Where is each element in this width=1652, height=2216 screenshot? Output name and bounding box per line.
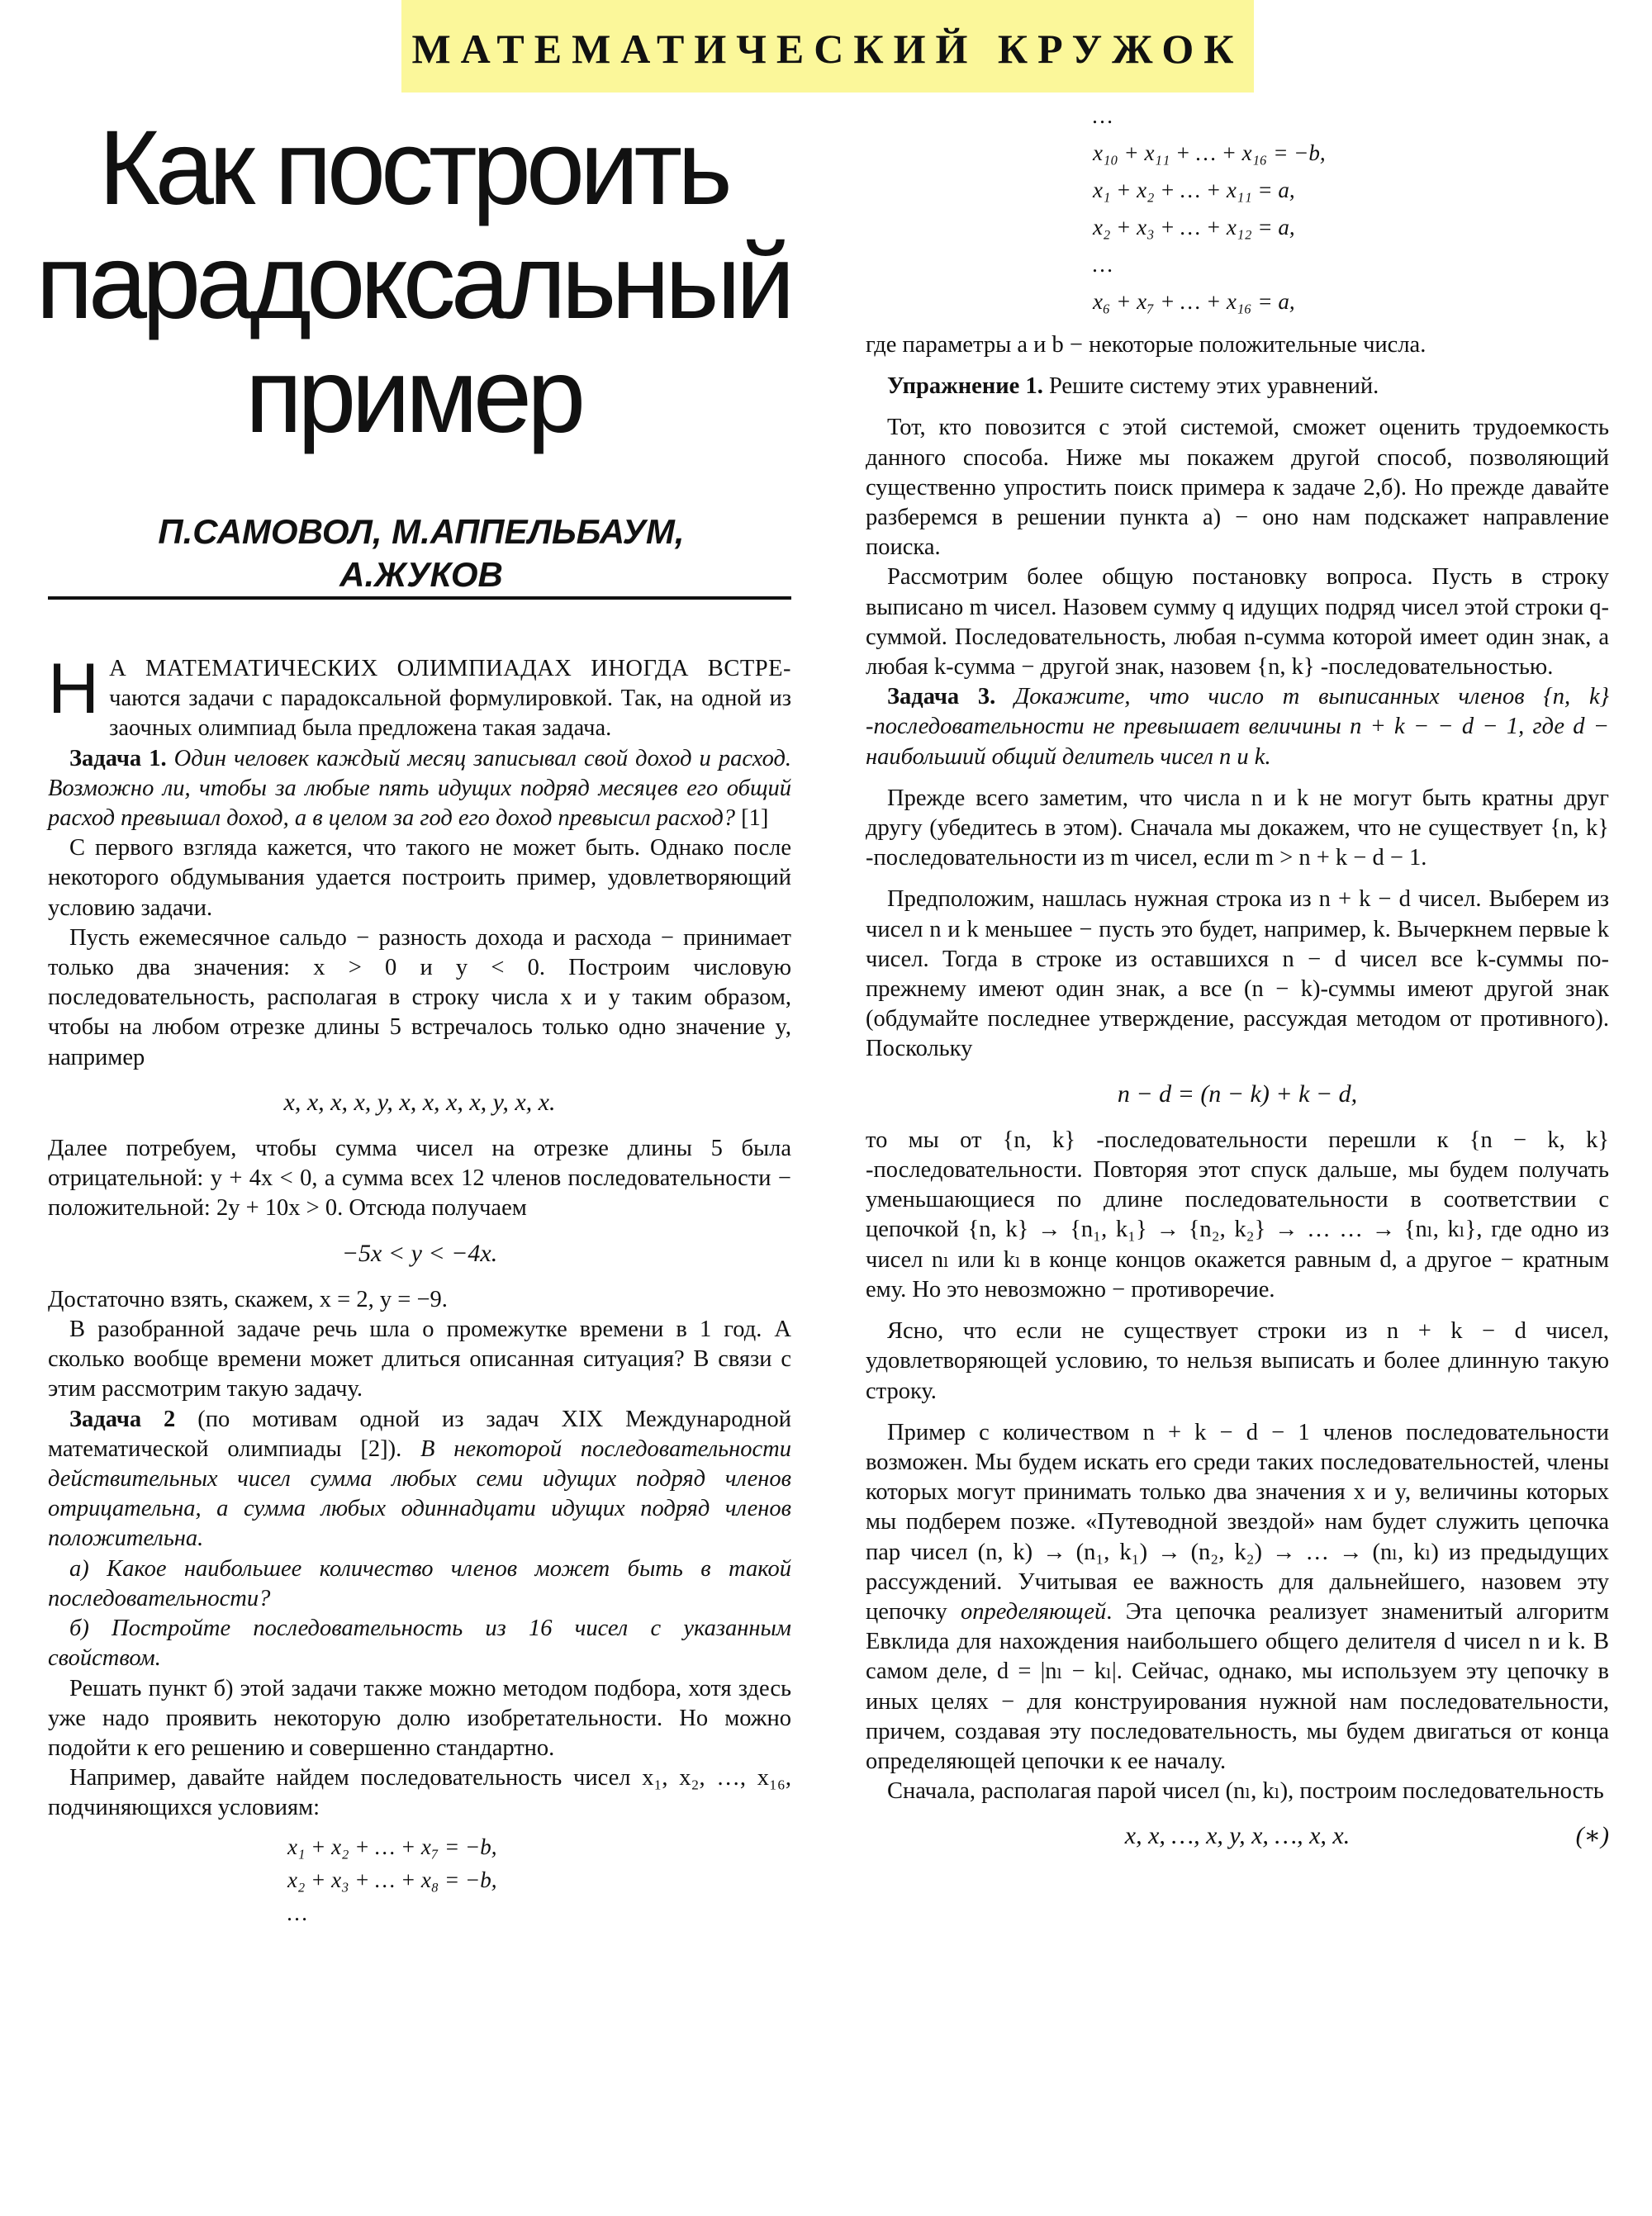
paragraph: Решать пункт б) этой задачи также можно методом подбора, хотя здесь уже надо проявить некоторую долю изобретательности. Но можно подойти к его решению и совершенно стандартно.: [48, 1675, 791, 1761]
exercise1-text: Решите систему этих уравнений.: [1048, 373, 1379, 400]
task2: [48, 1405, 791, 1554]
equation-system-end: [1093, 97, 1609, 320]
task2-text: В некоторой последовательности действительных чисел сумма любых семи идущих подряд членов отрицательна, а сумма любых одиннадцати идущих подряд членов положительна.: [48, 1435, 792, 1552]
intro-caps: А МАТЕМАТИЧЕСКИХ ОЛИМПИАДАХ ИНОГДА ВСТРЕ-: [109, 656, 791, 681]
emphasis: определяющей: [961, 1598, 1107, 1625]
paragraph: Ясно, что если не существует строки из n + k − d чисел, удовлетворяющей условию, то нельзя выписать и более длинную такую строку.: [866, 1318, 1609, 1404]
paragraph: Пусть ежемесячное сальдо − разность дохода и расхода − принимает только два значения: x > 0 и y < 0. Построим числовую последовательность, располагая в строку числа x и y таким образом, чтобы на любом отрезке длины 5 встречалось только одно значение y, например: [48, 924, 791, 1070]
paragraph: Рассмотрим более общую постановку вопроса. Пусть в строку выписано m чисел. Назовем сумму q идущих подряд чисел этой строки q-суммой. Последовательность, любая n-сумма которой имеет один знак, а любая k-сумма − другой знак, назовем {n, k} -последовательностью.: [866, 564, 1609, 681]
equation: x₆ + x₇ + … + x₁₆ = a,: [1093, 289, 1295, 314]
task3-label: Задача 3.: [887, 684, 996, 710]
sequence-example: x, x, x, x, y, x, x, x, x, y, x, x.: [283, 1088, 556, 1116]
task2-a: [48, 1554, 791, 1614]
right-column: [866, 97, 1609, 1868]
authors: [50, 510, 793, 596]
paragraph: В разобранной задаче речь шла о промежутке времени в 1 год. А сколько вообще времени может длиться описанная ситуация? В связи с этим рассмотрим такую задачу.: [48, 1317, 791, 1402]
equation: …: [1093, 103, 1113, 128]
paragraph: Предположим, нашлась нужная строка из n + k − d чисел. Выберем из чисел n и k меньшее − пусть это будет, например, k. Вычеркнем первые k чисел. Тогда в строке из оставшихся n − d чисел все k-суммы по-прежнему имеют один знак, а все (n − k)-суммы имеют другой знак (обдумайте последнее утверждение, рассуждая методом от противного). Поскольку: [866, 886, 1609, 1062]
section-header: МАТЕМАТИЧЕСКИЙ КРУЖОК: [411, 26, 1244, 72]
equation: x₁₀ + x₁₁ + … + x₁₆ = −b,: [1093, 140, 1326, 165]
paragraph: где параметры a и b − некоторые положительные числа.: [866, 332, 1427, 358]
paragraph: [866, 1418, 1609, 1777]
task1-text: Один человек каждый месяц записывал свой доход и расход. Возможно ли, чтобы за любые пять идущих подряд месяцев его общий расход превышал доход, а в целом за год его доход превысил расход?: [48, 745, 791, 832]
equation-marker: (∗): [1575, 1822, 1609, 1850]
sequence: x, x, …, x, y, x, …, x, x.: [1124, 1822, 1351, 1850]
left-column: [48, 649, 792, 1936]
article-title: [33, 109, 793, 455]
paragraph: Например, давайте найдем последовательность чисел x₁, x₂, …, x₁₆, подчиняющихся условиям:: [48, 1765, 791, 1821]
task2-b: [48, 1614, 791, 1673]
equation-system-start: [287, 1830, 791, 1929]
intro-text: чаются задачи с парадоксальной формулировкой. Так, на одной из заочных олимпиад была предложена такая задача.: [109, 686, 791, 742]
paragraph-text-end: . Эта цепочка реализует знаменитый алгоритм Евклида для нахождения наибольшего общего делителя d чисел n и k. В самом деле, d = |nₗ − kₗ|. Сейчас, однако, мы используем эту цепочку в иных целях − для конструирования нужной нам последовательности, причем, создавая эту последовательность, мы будем двигаться от конца определяющей цепочки к ее началу.: [866, 1598, 1610, 1774]
task2-note: (по мотивам одной из задач XIX Международной математической олимпиады [2]).: [48, 1406, 791, 1462]
equation: x₂ + x₃ + … + x₁₂ = a,: [1093, 215, 1295, 240]
task2-a-text: а) Какое наибольшее количество членов может быть в такой последовательности?: [48, 1555, 791, 1611]
task1: [48, 744, 791, 834]
equation: x₁ + x₂ + … + x₁₁ = a,: [1093, 178, 1295, 202]
paragraph: С первого взгляда кажется, что такого не может быть. Однако после некоторого обдумывания удается построить пример, удовлетворяющий условию задачи.: [48, 835, 791, 921]
sequence-star: [866, 1821, 1609, 1851]
title-line: пример: [244, 337, 582, 455]
paragraph-text: Пример с количеством n + k − d − 1 членов последовательности возможен. Мы будем искать его среди таких последовательностей, члены которых могут принимать только два значения x и y, величины которых мы подберем позже. «Путеводной звездой» нам будет служить цепочка пар чисел (n, k) → (n₁, k₁) → (n₂, k₂) → … → (nₗ, kₗ) из предыдущих рассуждений. Учитывая ее важность для дальнейшего, назовем эту цепочку: [866, 1419, 1609, 1625]
task2-label: Задача 2: [69, 1406, 176, 1432]
authors-line: П.САМОВОЛ, М.АППЕЛЬБАУМ,: [158, 512, 685, 551]
task2-b-text: б) Постройте последовательность из 16 чисел с указанным свойством.: [48, 1616, 791, 1672]
formula: n − d = (n − k) + k − d,: [1117, 1080, 1358, 1108]
equation: x₁ + x₂ + … + x₇ = −b,: [287, 1834, 497, 1859]
authors-line: А.ЖУКОВ: [339, 555, 503, 594]
equation: …: [1093, 252, 1113, 277]
title-line: Как построить: [98, 109, 728, 227]
paragraph: Тот, кто повозится с этой системой, сможет оценить трудоемкость данного способа. Ниже мы покажем другой способ, позволяющий существенно упростить поиск примера к задаче 2,б). Но прежде давайте разберемся в решении пункта а) − оно нам подскажет направление поиска.: [866, 415, 1609, 561]
title-line: парадоксальный: [36, 223, 790, 341]
task3-text: Докажите, что число m выписанных членов {n, k} -последовательности не превышает величины n + k − − d − 1, где d − наибольший общий делитель чисел n и k.: [866, 684, 1609, 770]
exercise1-label: Упражнение 1.: [887, 373, 1043, 400]
paragraph: Прежде всего заметим, что числа n и k не могут быть кратны друг другу (убедитесь в этом). Сначала мы докажем, что не существует {n, k} -последовательности из m чисел, если m > n + k − d − 1.: [866, 785, 1609, 871]
paragraph: то мы от {n, k} -последовательности перешли к {n − k, k} -последовательности. Повторяя этот спуск дальше, мы будем получать уменьшающиеся по длине последовательности в соответствии с цепочкой {n, k} → {n₁, k₁} → {n₂, k₂} → … … → {nₗ, kₗ}, где одно из чисел nₗ или kₗ в конце концов окажется равным d, а другое − кратным ему. Но это невозможно − противоречие.: [866, 1127, 1609, 1303]
paragraph: Далее потребуем, чтобы сумма чисел на отрезке длины 5 была отрицательной: y + 4x < 0, а сумма всех 12 членов последовательности − положительной: 2y + 10x > 0. Отсюда получаем: [48, 1136, 791, 1222]
drop-cap: Н: [48, 649, 100, 728]
paragraph: Достаточно взять, скажем, x = 2, y = −9.: [48, 1286, 448, 1312]
inequality: −5x < y < −4x.: [341, 1239, 498, 1267]
title-rule: [48, 596, 791, 600]
task1-label: Задача 1.: [69, 745, 167, 771]
intro-paragraph: [48, 649, 791, 744]
task3: [866, 682, 1609, 772]
paragraph: Сначала, располагая парой чисел (nₗ, kₗ), построим последовательность: [887, 1778, 1604, 1805]
equation: …: [287, 1900, 308, 1925]
task1-ref: [1]: [741, 805, 769, 832]
equation: x₂ + x₃ + … + x₈ = −b,: [287, 1867, 497, 1892]
exercise1: [866, 372, 1609, 401]
